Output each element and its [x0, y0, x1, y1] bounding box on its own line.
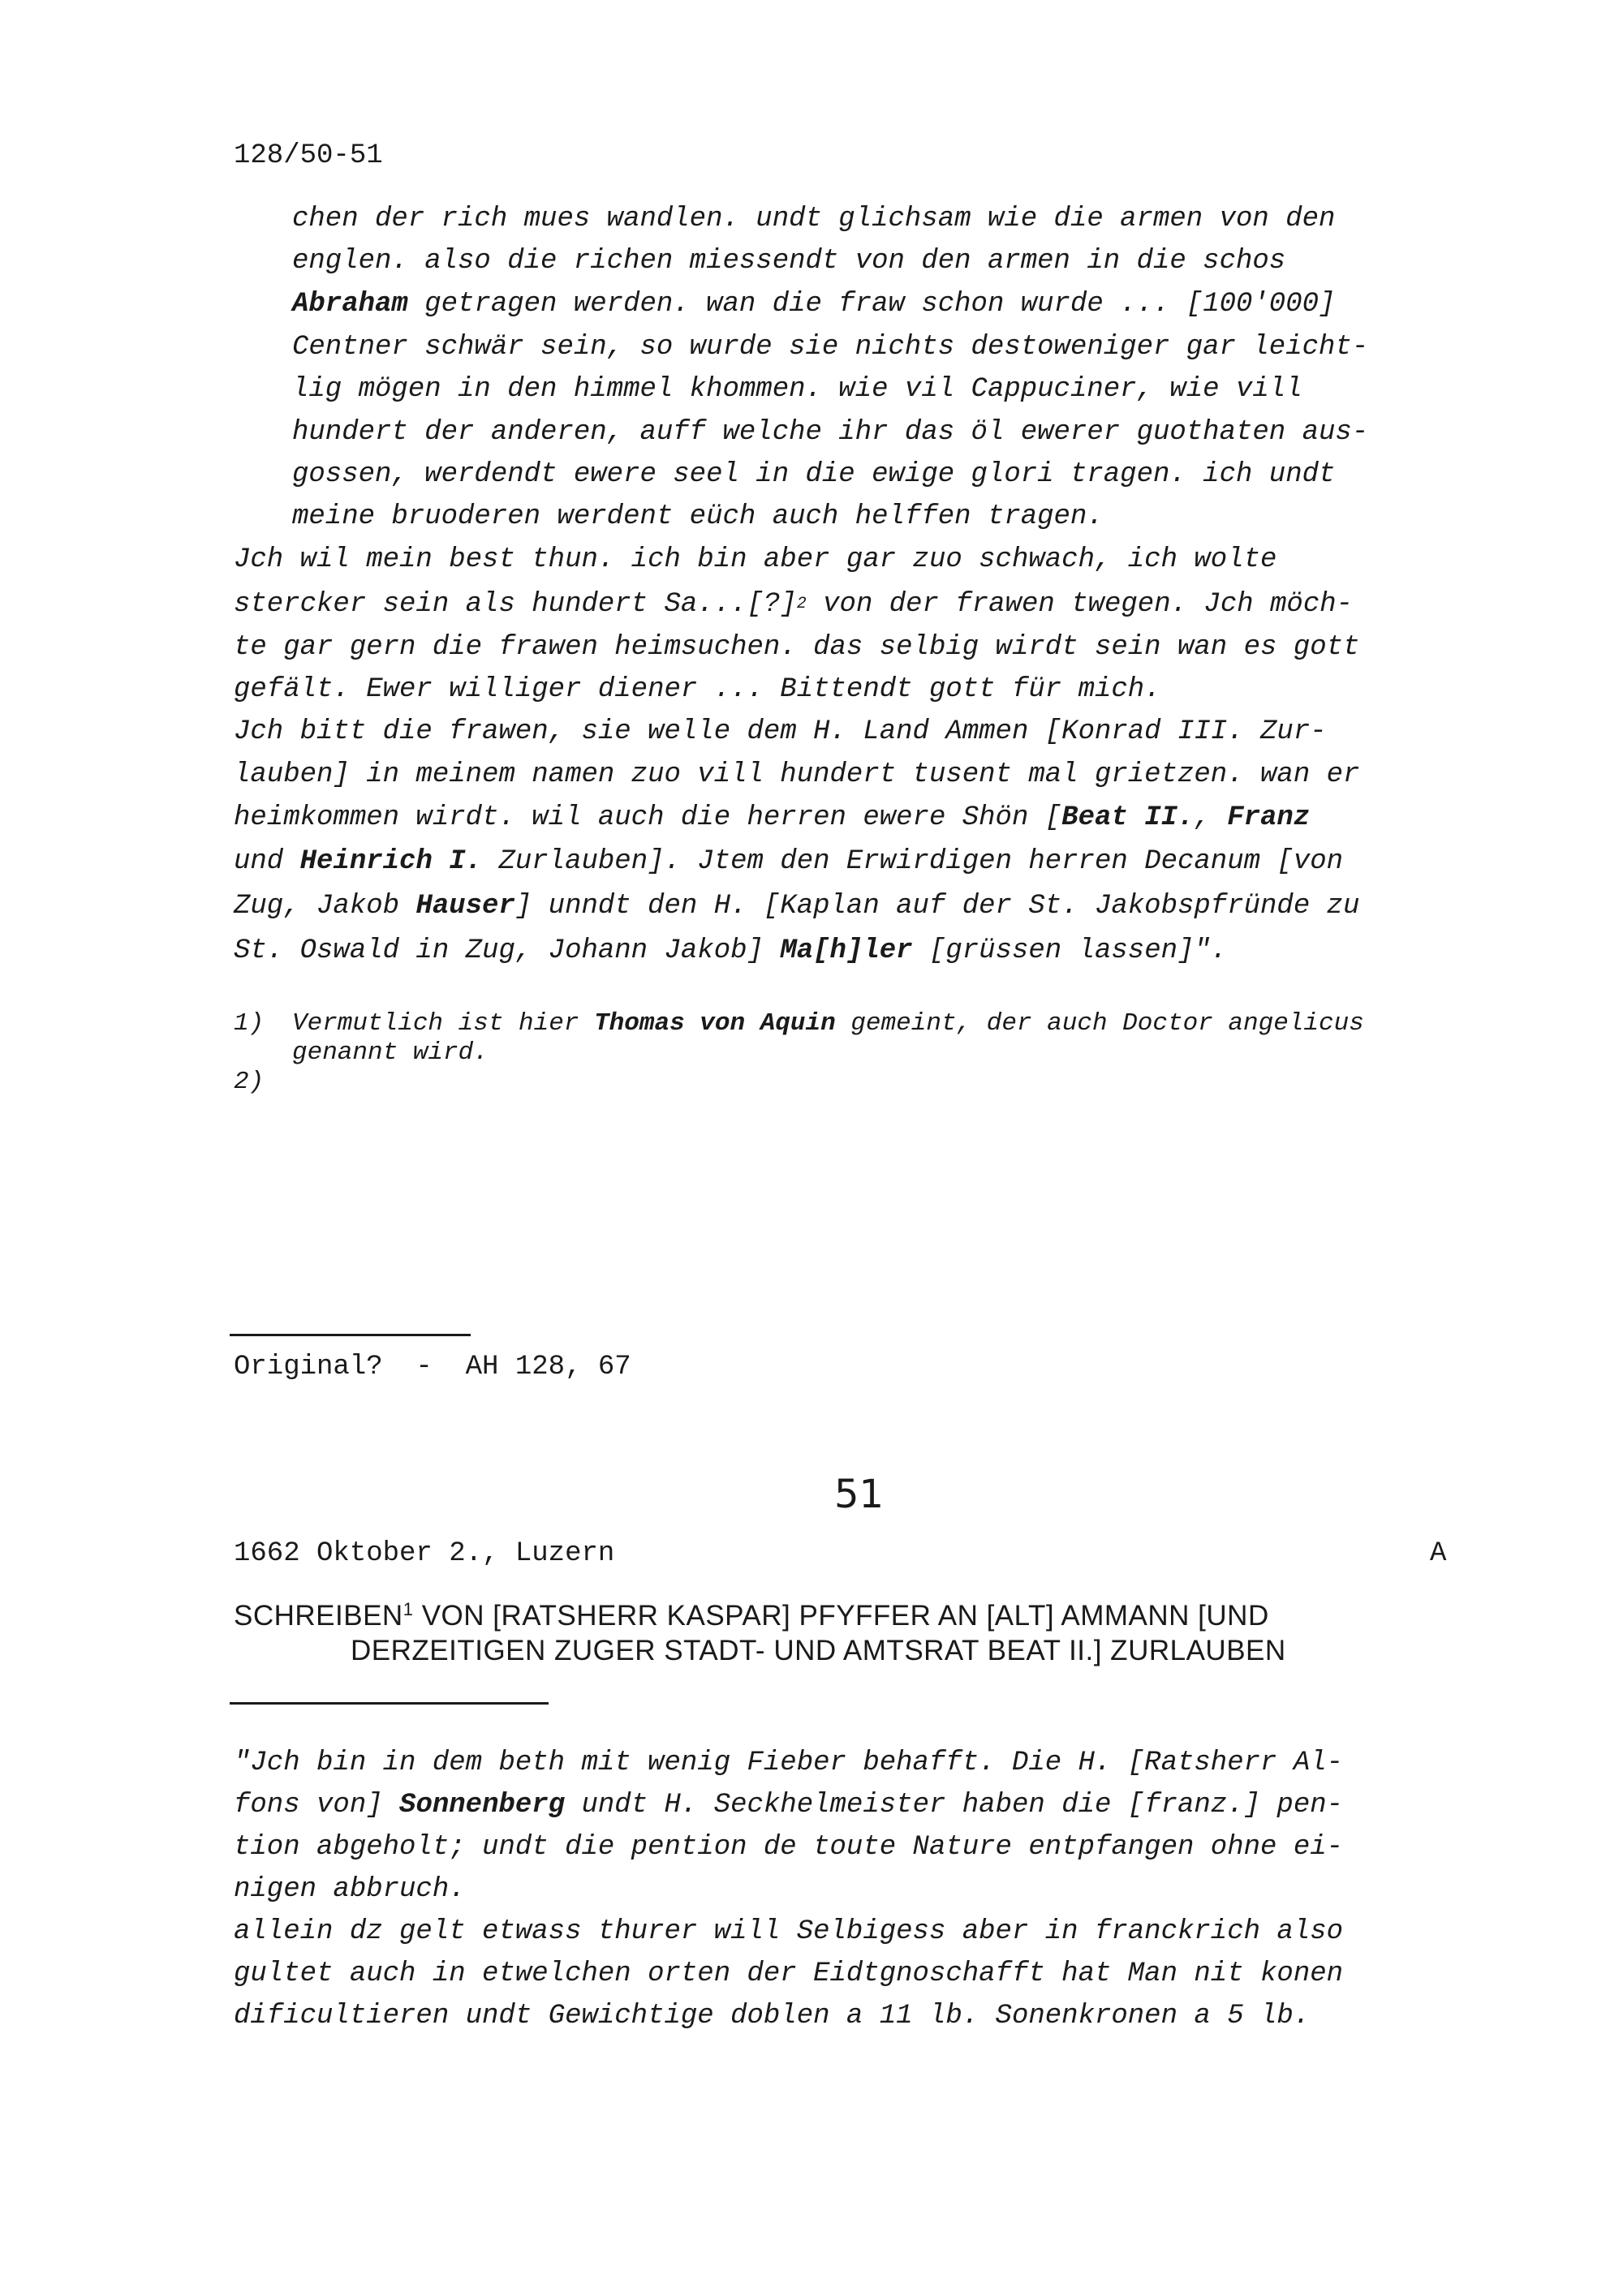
text-line: fons von] Sonnenberg undt H. Seckhelmeister haben die [franz.] pen- [234, 1790, 1344, 1821]
footnote-line: genannt wird. [292, 1038, 489, 1067]
text-line: englen. also die richen miessendt von den armen in die schos [292, 246, 1286, 277]
title-divider [230, 1702, 549, 1705]
text-line: hundert der anderen, auff welche ihr das öl ewerer guothaten aus- [292, 417, 1369, 448]
text-line: gossen, werdendt ewere seel in die ewige glori tragen. ich undt [292, 459, 1336, 490]
text-line: lig mögen in den himmel khommen. wie vil Cappuciner, wie vill [292, 374, 1302, 405]
text-line: te gar gern die frawen heimsuchen. das selbig wirdt sein wan es gott [234, 632, 1360, 663]
footnote-line: Vermutlich ist hier Thomas von Aquin gemeint, der auch Doctor angelicus [292, 1009, 1364, 1038]
text-line: St. Oswald in Zug, Johann Jakob] Ma[h]ler [grüssen lassen]". [234, 935, 1228, 966]
text-line: Jch wil mein best thun. ich bin aber gar zuo schwach, ich wolte [234, 544, 1277, 575]
text-line: Centner schwär sein, so wurde sie nichts destoweniger gar leicht- [292, 332, 1369, 363]
bold-name: Abraham [292, 289, 408, 320]
text-line: tion abgeholt; undt die pention de toute Nature entpfangen ohne ei- [234, 1832, 1344, 1863]
text-line: lauben] in meinem namen zuo vill hundert tusent mal grietzen. wan er [234, 759, 1360, 790]
document-type-marker: A [1430, 1538, 1447, 1569]
bold-name: Heinrich I. [299, 846, 483, 877]
bold-name: Thomas von Aquin [594, 1009, 836, 1038]
page-reference: 128/50-51 [234, 140, 383, 171]
title-text: VON [RATSHERR KASPAR] PFYFFER AN [ALT] AMMANN [UND [413, 1600, 1269, 1632]
text-line: Zug, Jakob Hauser] unndt den H. [Kaplan auf der St. Jakobspfründe zu [234, 891, 1360, 922]
letter-title-line-2: DERZEITIGEN ZUGER STADT- UND AMTSRAT BEAT II.] ZURLAUBEN [351, 1635, 1286, 1666]
date-place: 1662 Oktober 2., Luzern [234, 1538, 615, 1569]
bold-name: Franz [1227, 802, 1311, 833]
bold-name: Ma[h]ler [780, 935, 913, 966]
text-line: dificultieren undt Gewichtige doblen a 11 lb. Sonenkronen a 5 lb. [234, 2001, 1311, 2032]
text-line: Jch bitt die frawen, sie welle dem H. Land Ammen [Konrad III. Zur- [234, 716, 1327, 747]
text-line: allein dz gelt etwass thurer will Selbigess aber in franckrich also [234, 1916, 1344, 1947]
text-line: und Heinrich I. Zurlauben]. Jtem den Erwirdigen herren Decanum [von [234, 846, 1344, 877]
bold-name: Sonnenberg [399, 1790, 566, 1821]
bold-name: Hauser [415, 891, 515, 922]
text-line: gultet auch in etwelchen orten der Eidtgnoschafft hat Man nit konen [234, 1958, 1344, 1989]
text-line: nigen abbruch. [234, 1874, 466, 1905]
source-reference: Original? - AH 128, 67 [234, 1352, 631, 1382]
text-line: gefält. Ewer williger diener ... Bittendt gott für mich. [234, 674, 1161, 705]
text-line: stercker sein als hundert Sa...[?]$^2$ von der frawen twegen. Jch möch- [234, 589, 1354, 620]
footnote-number: 1) [234, 1009, 265, 1038]
text-line: "Jch bin in dem beth mit wenig Fieber behafft. Die H. [Ratsherr Al- [234, 1748, 1344, 1778]
letter-title-line-1 [234, 1599, 1269, 1636]
bold-name: Beat II. [1061, 802, 1195, 833]
footnote-number: 2) [234, 1068, 265, 1096]
source-divider [230, 1334, 471, 1336]
footnote-marker: 1 [403, 1599, 414, 1619]
text-line: Abraham getragen werden. wan die fraw schon wurde ... [100'000] [292, 289, 1336, 320]
text-line: chen der rich mues wandlen. undt glichsam wie die armen von den [292, 204, 1336, 234]
footnote-marker: 2 [796, 595, 807, 613]
title-text: SCHREIBEN [234, 1600, 403, 1632]
document-number: 51 [834, 1472, 885, 1517]
text-line: heimkommen wirdt. wil auch die herren ewere Shön [Beat II., Franz [234, 802, 1311, 833]
text-line: meine bruoderen werdent eüch auch helffen tragen. [292, 501, 1104, 532]
